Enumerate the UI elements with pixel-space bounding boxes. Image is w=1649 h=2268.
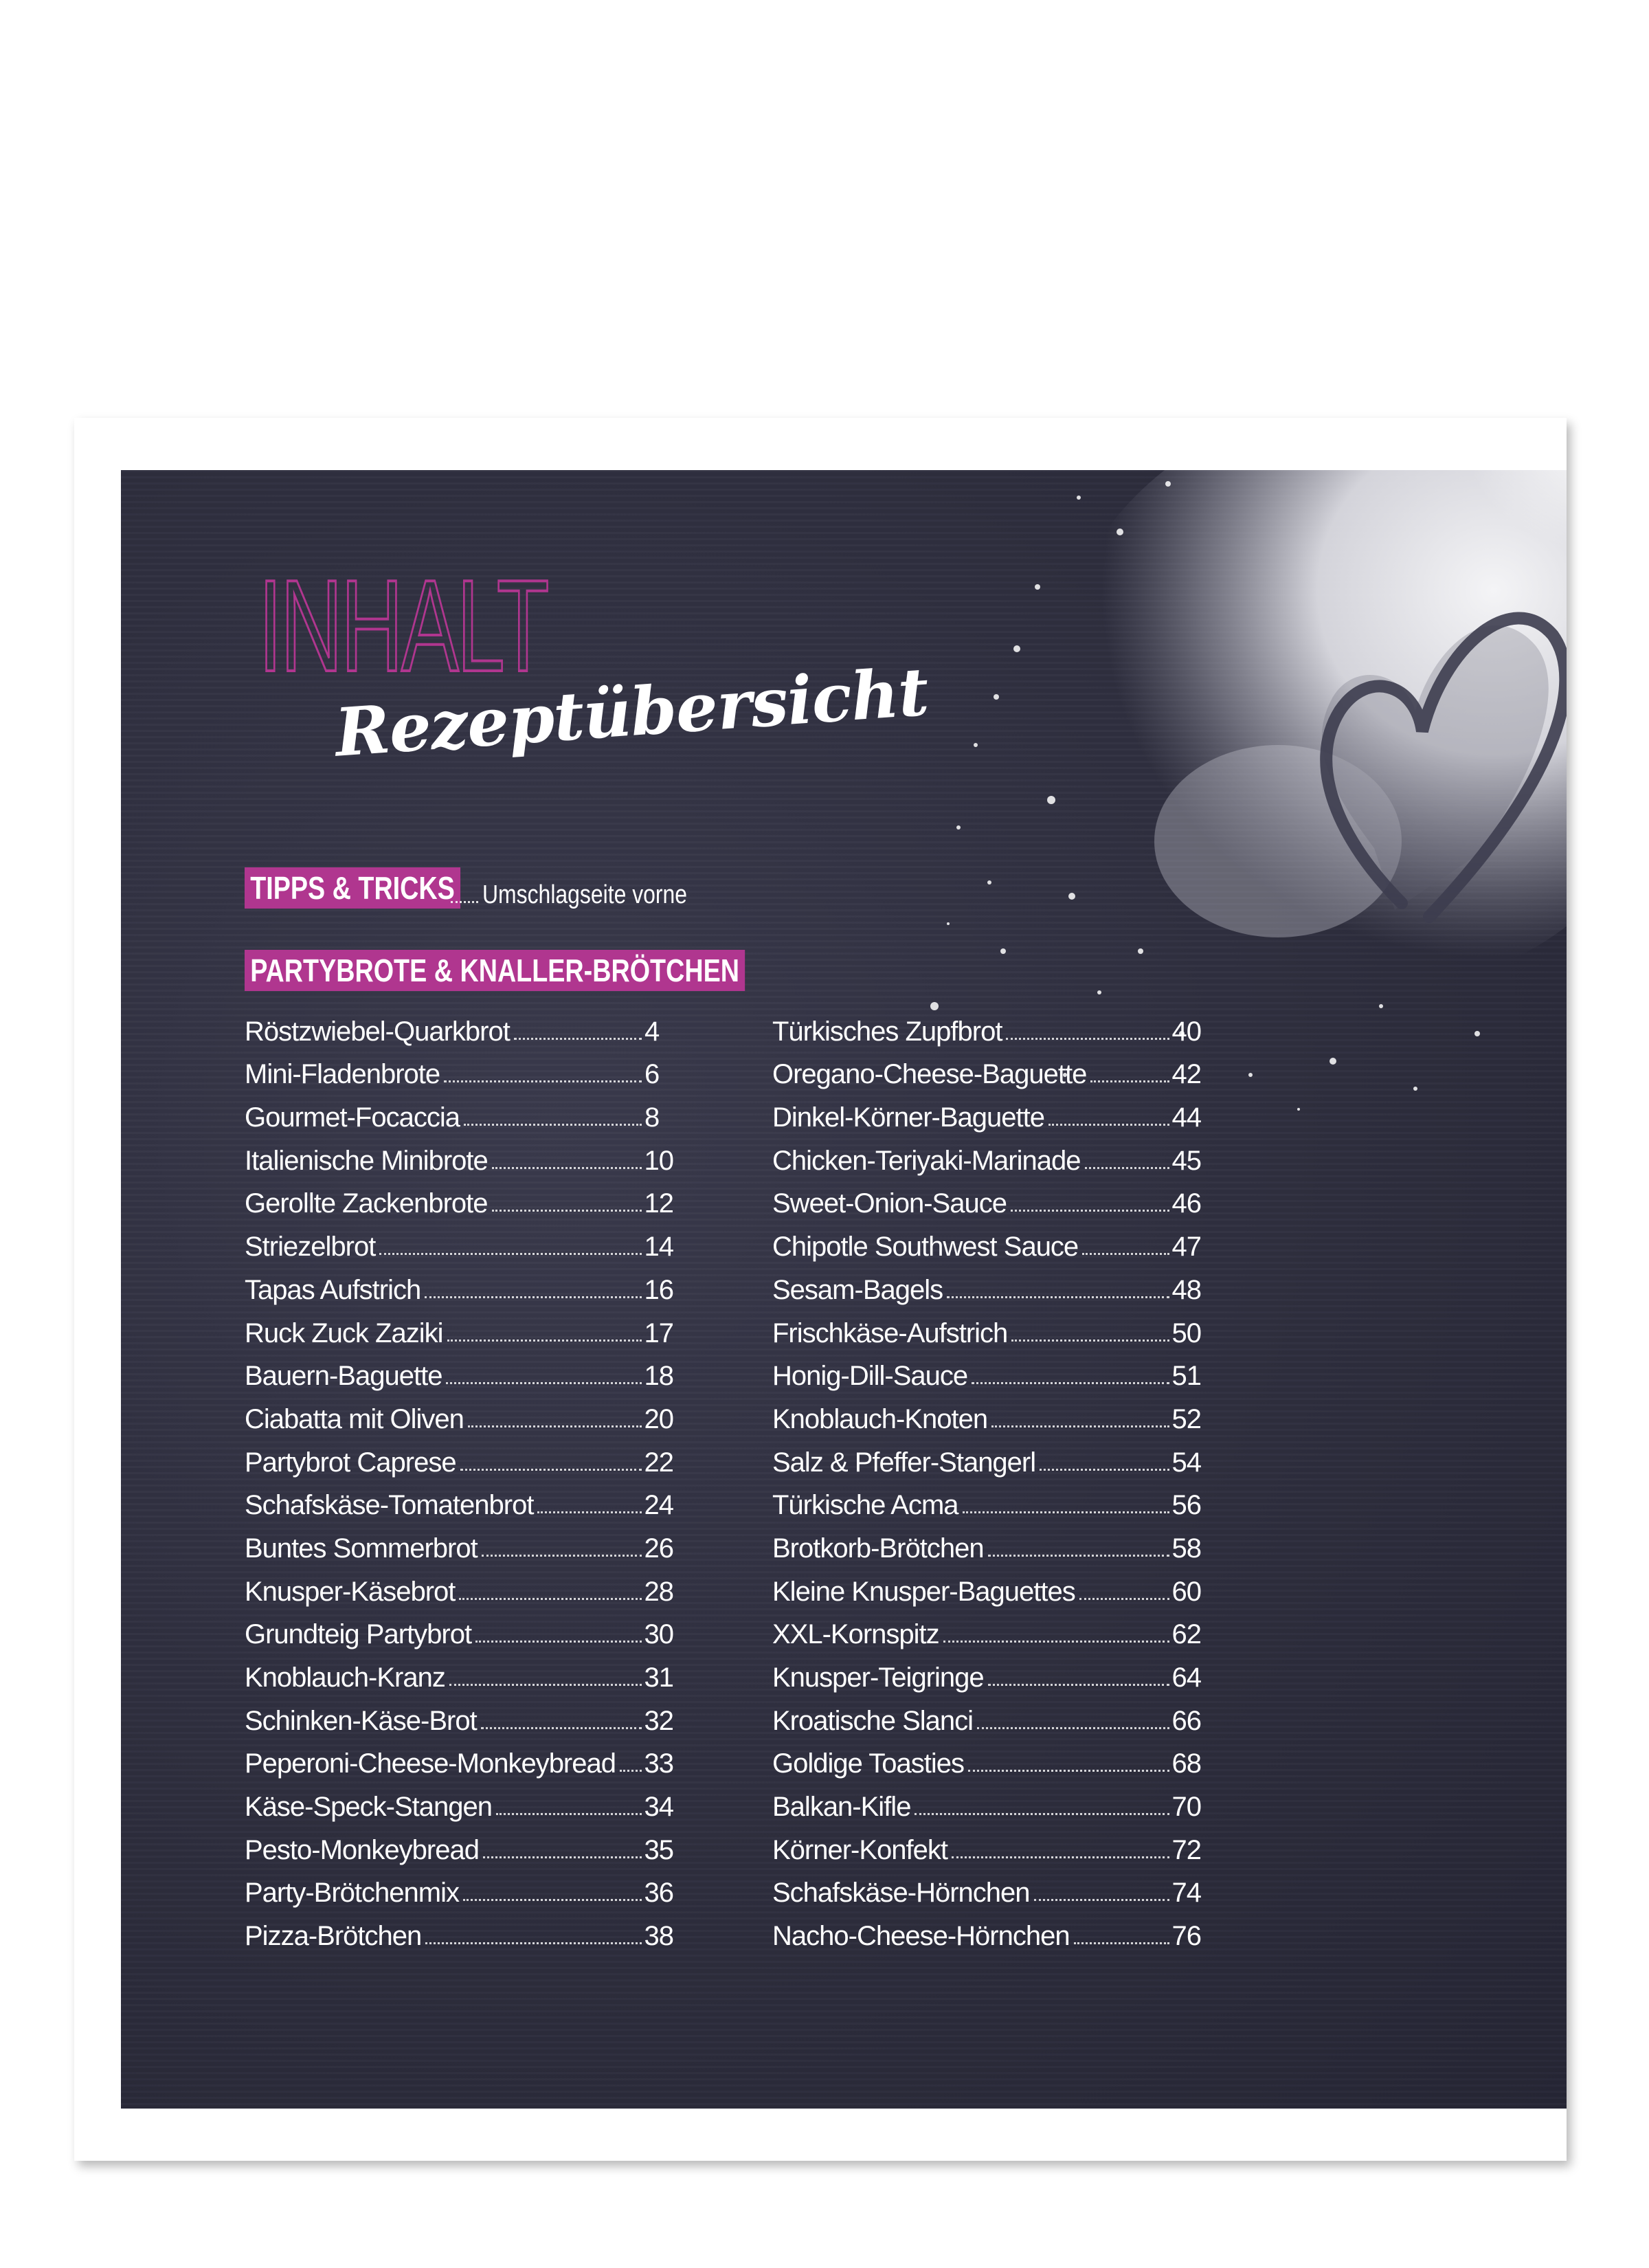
toc-entry[interactable] xyxy=(772,1564,1201,1608)
page-number: 45 xyxy=(1171,1145,1201,1176)
recipe-name: Körner-Konfekt xyxy=(772,1834,948,1865)
recipe-name: Gourmet-Focaccia xyxy=(245,1102,460,1133)
toc-entry[interactable] xyxy=(245,1004,673,1047)
dot-leader xyxy=(1034,1899,1169,1901)
recipe-name: Oregano-Cheese-Baguette xyxy=(772,1059,1087,1090)
dot-leader xyxy=(449,1684,642,1686)
page-number: 56 xyxy=(1171,1490,1201,1521)
dot-leader xyxy=(1048,1124,1169,1126)
dot-leader xyxy=(446,1382,641,1384)
page-number: 47 xyxy=(1171,1232,1201,1263)
page-number: 38 xyxy=(644,1921,673,1952)
page-number: 10 xyxy=(644,1145,673,1176)
page-number: 51 xyxy=(1171,1361,1201,1392)
recipe-name: Käse-Speck-Stangen xyxy=(245,1792,493,1823)
page-number: 18 xyxy=(644,1361,673,1392)
toc-entry[interactable] xyxy=(772,1090,1201,1133)
dot-leader xyxy=(492,1210,642,1212)
page-number: 4 xyxy=(644,1016,660,1047)
toc-entry[interactable] xyxy=(245,1823,673,1866)
dot-leader xyxy=(988,1684,1169,1686)
dot-leader xyxy=(379,1253,641,1255)
dot-leader xyxy=(977,1727,1169,1729)
dot-leader xyxy=(496,1813,641,1815)
toc-entry[interactable] xyxy=(245,1263,673,1306)
recipe-name: Bauern-Baguette xyxy=(245,1361,442,1392)
dot-leader xyxy=(1074,1942,1169,1944)
dot-leader xyxy=(1079,1598,1169,1600)
recipe-name: Partybrot Caprese xyxy=(245,1447,456,1478)
recipe-name: Kleine Knusper-Baguettes xyxy=(772,1576,1075,1607)
toc-entry[interactable] xyxy=(772,1779,1201,1823)
recipe-name: Schinken-Käse-Brot xyxy=(245,1705,477,1736)
recipe-name: Knusper-Teigringe xyxy=(772,1663,984,1693)
recipe-name: Honig-Dill-Sauce xyxy=(772,1361,968,1392)
recipe-name: Gerollte Zackenbrote xyxy=(245,1188,488,1219)
page-number: 52 xyxy=(1171,1403,1201,1434)
recipe-name: Party-Brötchenmix xyxy=(245,1878,459,1909)
recipe-list-right xyxy=(772,1004,1201,1952)
recipe-name: Chipotle Southwest Sauce xyxy=(772,1232,1079,1263)
recipe-list-left xyxy=(245,1004,673,1952)
toc-entry[interactable] xyxy=(772,1693,1201,1737)
recipe-name: Türkische Acma xyxy=(772,1490,958,1521)
dot-leader xyxy=(425,1942,641,1944)
toc-entry[interactable] xyxy=(245,1866,673,1909)
page-number: 34 xyxy=(644,1792,673,1823)
toc-entry[interactable] xyxy=(772,1263,1201,1306)
toc-entry[interactable] xyxy=(245,1650,673,1693)
page-number: 60 xyxy=(1171,1576,1201,1607)
toc-entry[interactable] xyxy=(772,1866,1201,1909)
page-subtitle: Rezeptübersicht xyxy=(333,652,931,772)
recipe-name: Ruck Zuck Zaziki xyxy=(245,1318,443,1348)
page-number: 50 xyxy=(1171,1318,1201,1348)
recipe-name: Grundteig Partybrot xyxy=(245,1619,472,1650)
dot-leader xyxy=(425,1296,641,1298)
toc-entry[interactable] xyxy=(772,1478,1201,1522)
recipe-name: Striezelbrot xyxy=(245,1232,376,1263)
recipe-name: Pesto-Monkeybread xyxy=(245,1834,479,1865)
dot-leader xyxy=(451,901,478,903)
recipe-name: Nacho-Cheese-Hörnchen xyxy=(772,1921,1070,1952)
dot-leader xyxy=(620,1770,642,1772)
dot-leader xyxy=(483,1856,642,1858)
page-number: 72 xyxy=(1171,1834,1201,1865)
page-number: 48 xyxy=(1171,1274,1201,1305)
page-number: 68 xyxy=(1171,1748,1201,1779)
recipe-name: Buntes Sommerbrot xyxy=(245,1533,478,1564)
dot-leader xyxy=(943,1641,1169,1643)
page-number: 14 xyxy=(644,1232,673,1263)
recipe-name: Tapas Aufstrich xyxy=(245,1274,421,1305)
page-number: 40 xyxy=(1171,1016,1201,1047)
page-number: 46 xyxy=(1171,1188,1201,1219)
toc-entry[interactable] xyxy=(245,1219,673,1263)
page-number: 76 xyxy=(1171,1921,1201,1952)
recipe-name: Schafskäse-Hörnchen xyxy=(772,1878,1030,1909)
dot-leader xyxy=(1040,1469,1169,1471)
recipe-name: Kroatische Slanci xyxy=(772,1705,974,1736)
recipe-name: Türkisches Zupfbrot xyxy=(772,1016,1002,1047)
page-number: 24 xyxy=(644,1490,673,1521)
recipe-name: Knusper-Käsebrot xyxy=(245,1576,456,1607)
recipe-name: Ciabatta mit Oliven xyxy=(245,1403,464,1434)
dot-leader xyxy=(460,1469,642,1471)
recipe-name: Frischkäse-Aufstrich xyxy=(772,1318,1008,1348)
toc-entry[interactable] xyxy=(772,1306,1201,1349)
dot-leader xyxy=(459,1598,641,1600)
dot-leader xyxy=(444,1080,642,1082)
recipe-name: Knoblauch-Kranz xyxy=(245,1663,445,1693)
dot-leader xyxy=(915,1813,1169,1815)
toc-entry[interactable] xyxy=(245,1177,673,1220)
toc-entry[interactable] xyxy=(772,1823,1201,1866)
recipe-name: Röstzwiebel-Quarkbrot xyxy=(245,1016,510,1047)
page-number: 6 xyxy=(644,1059,660,1090)
recipe-name: Sesam-Bagels xyxy=(772,1274,943,1305)
page-number: 62 xyxy=(1171,1619,1201,1650)
recipe-name: Brotkorb-Brötchen xyxy=(772,1533,984,1564)
toc-entry[interactable] xyxy=(245,1909,673,1952)
toc-entry[interactable] xyxy=(245,1392,673,1435)
dot-leader xyxy=(1011,1339,1169,1342)
page-number: 22 xyxy=(644,1447,673,1478)
dot-leader xyxy=(481,1727,642,1729)
recipe-name: Sweet-Onion-Sauce xyxy=(772,1188,1007,1219)
dot-leader xyxy=(514,1038,642,1040)
toc-entry[interactable] xyxy=(245,1478,673,1522)
toc-entry[interactable] xyxy=(772,1177,1201,1220)
tipps-tricks-entry[interactable] xyxy=(451,876,797,910)
dot-leader xyxy=(1082,1253,1169,1255)
page-number: 54 xyxy=(1171,1447,1201,1478)
toc-entry[interactable] xyxy=(245,1090,673,1133)
dot-leader xyxy=(1011,1210,1169,1212)
page-number: 42 xyxy=(1171,1059,1201,1090)
recipe-name: Italienische Minibrote xyxy=(245,1145,488,1176)
dot-leader xyxy=(1085,1167,1169,1169)
toc-entry[interactable] xyxy=(245,1133,673,1177)
page-title: INHALT xyxy=(258,553,548,699)
toc-entry[interactable] xyxy=(772,1349,1201,1392)
page-number: 28 xyxy=(644,1576,673,1607)
toc-entry[interactable] xyxy=(772,1521,1201,1564)
page-number: 17 xyxy=(644,1318,673,1348)
toc-entry[interactable] xyxy=(245,1779,673,1823)
dot-leader xyxy=(537,1511,641,1513)
dot-leader xyxy=(988,1555,1169,1557)
section-heading: PARTYBROTE & KNALLER-BRÖTCHEN xyxy=(245,950,745,991)
dot-leader xyxy=(952,1856,1169,1858)
recipe-name: Chicken-Teriyaki-Marinade xyxy=(772,1145,1081,1176)
page-number: 70 xyxy=(1171,1792,1201,1823)
dot-leader xyxy=(947,1296,1169,1298)
dot-leader xyxy=(447,1339,642,1342)
dot-leader xyxy=(1090,1080,1169,1082)
tipps-tricks-page: Umschlagseite vorne xyxy=(482,880,688,909)
recipe-name: Mini-Fladenbrote xyxy=(245,1059,440,1090)
chalkboard-background xyxy=(121,470,1567,2109)
page-number: 74 xyxy=(1171,1878,1201,1909)
dot-leader xyxy=(492,1167,642,1169)
toc-entry[interactable] xyxy=(772,1133,1201,1177)
dot-leader xyxy=(464,1124,642,1126)
page-number: 66 xyxy=(1171,1705,1201,1736)
recipe-name: Pizza-Brötchen xyxy=(245,1921,422,1952)
toc-entry[interactable] xyxy=(772,1650,1201,1693)
recipe-name: Salz & Pfeffer-Stangerl xyxy=(772,1447,1036,1478)
toc-entry[interactable] xyxy=(772,1392,1201,1435)
page-number: 26 xyxy=(644,1533,673,1564)
toc-entry[interactable] xyxy=(772,1435,1201,1478)
toc-entry[interactable] xyxy=(245,1608,673,1651)
dot-leader xyxy=(475,1641,641,1643)
toc-entry[interactable] xyxy=(245,1693,673,1737)
page-number: 16 xyxy=(644,1274,673,1305)
recipe-name: Knoblauch-Knoten xyxy=(772,1403,988,1434)
dot-leader xyxy=(1006,1038,1169,1040)
toc-entry[interactable] xyxy=(772,1737,1201,1780)
toc-entry[interactable] xyxy=(245,1564,673,1608)
dot-leader xyxy=(482,1555,642,1557)
recipe-name: Goldige Toasties xyxy=(772,1748,964,1779)
dot-leader xyxy=(968,1770,1169,1772)
tipps-tricks-tag: TIPPS & TRICKS xyxy=(245,867,460,909)
page-number: 30 xyxy=(644,1619,673,1650)
recipe-name: XXL-Kornspitz xyxy=(772,1619,939,1650)
toc-entry[interactable] xyxy=(772,1047,1201,1091)
dot-leader xyxy=(972,1382,1169,1384)
toc-entry[interactable] xyxy=(245,1737,673,1780)
page-number: 31 xyxy=(644,1663,673,1693)
toc-entry[interactable] xyxy=(772,1909,1201,1952)
page-number: 44 xyxy=(1171,1102,1201,1133)
page-number: 12 xyxy=(644,1188,673,1219)
toc-entry[interactable] xyxy=(245,1306,673,1349)
dot-leader xyxy=(963,1511,1169,1513)
page-number: 32 xyxy=(644,1705,673,1736)
toc-entry[interactable] xyxy=(772,1219,1201,1263)
page-number: 36 xyxy=(644,1878,673,1909)
dot-leader xyxy=(463,1899,642,1901)
toc-entry[interactable] xyxy=(245,1435,673,1478)
page-number: 35 xyxy=(644,1834,673,1865)
recipe-name: Schafskäse-Tomatenbrot xyxy=(245,1490,534,1521)
dot-leader xyxy=(991,1425,1169,1427)
page-number: 33 xyxy=(644,1748,673,1779)
toc-entry[interactable] xyxy=(772,1608,1201,1651)
recipe-name: Peperoni-Cheese-Monkeybread xyxy=(245,1748,616,1779)
page-number: 20 xyxy=(644,1403,673,1434)
recipe-name: Balkan-Kifle xyxy=(772,1792,911,1823)
page-number: 58 xyxy=(1171,1533,1201,1564)
toc-entry[interactable] xyxy=(245,1521,673,1564)
toc-entry[interactable] xyxy=(772,1004,1201,1047)
recipe-name: Dinkel-Körner-Baguette xyxy=(772,1102,1044,1133)
dot-leader xyxy=(468,1425,642,1427)
toc-entry[interactable] xyxy=(245,1047,673,1091)
toc-entry[interactable] xyxy=(245,1349,673,1392)
page-number: 8 xyxy=(644,1102,660,1133)
page-number: 64 xyxy=(1171,1663,1201,1693)
